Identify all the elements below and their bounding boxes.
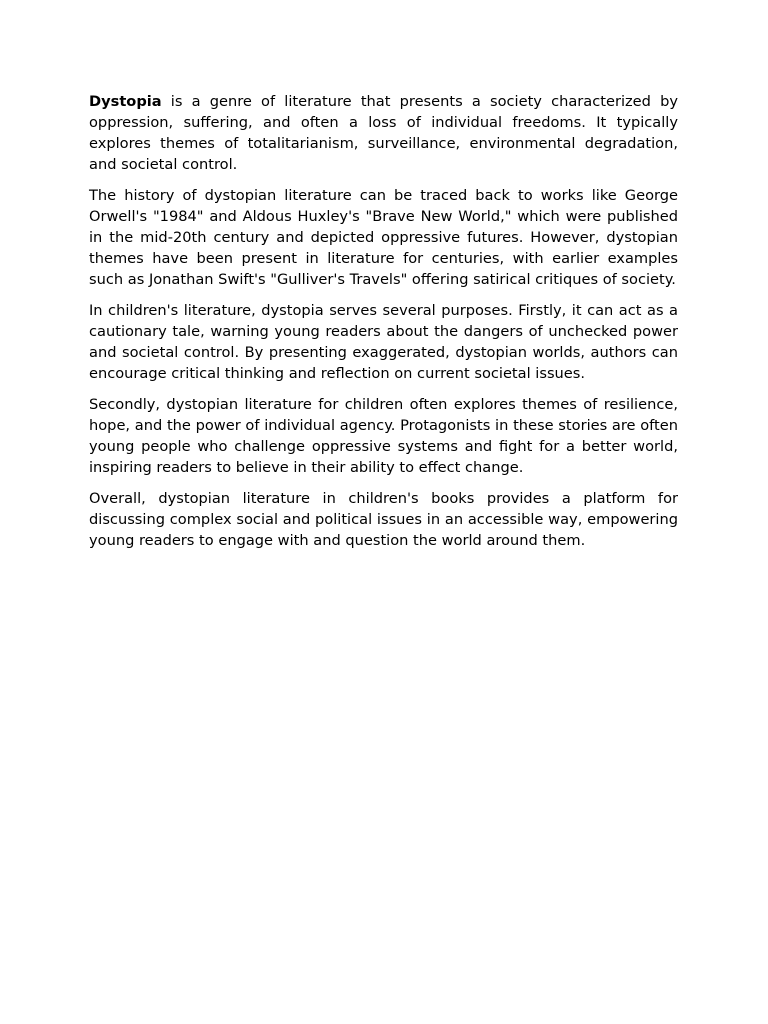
paragraph-text: is a genre of literature that presents a society characterized by oppression, suffering, and often a loss of individual freedoms. It typically explores themes of totalitarianism, surveillance, environmental degradation, and societal control.: [89, 93, 678, 173]
paragraph-resilience: Secondly, dystopian literature for children often explores themes of resilience, hope, and the power of individual agency. Protagonists in these stories are often young people who challenge oppressive systems and fight for a better world, inspiring readers to believe in their ability to effect change.: [89, 396, 678, 476]
paragraph-overall: Overall, dystopian literature in children's books provides a platform for discussing complex social and political issues in an accessible way, empowering young readers to engage with and question the world around them.: [89, 490, 678, 549]
paragraph-children-purpose: In children's literature, dystopia serves several purposes. Firstly, it can act as a cautionary tale, warning young readers about the dangers of unchecked power and societal control. By presenting exaggerated, dystopian worlds, authors can encourage critical thinking and reflection on current societal issues.: [89, 302, 678, 382]
document-body: [89, 91, 678, 561]
paragraph-history: The history of dystopian literature can be traced back to works like George Orwell's "1984" and Aldous Huxley's "Brave New World," which were published in the mid-20th century and depicted oppressive futures. However, dystopian themes have been present in literature for centuries, with earlier examples such as Jonathan Swift's "Gulliver's Travels" offering satirical critiques of society.: [89, 187, 678, 288]
term-dystopia: Dystopia: [89, 93, 162, 110]
paragraph-definition: [89, 91, 678, 175]
